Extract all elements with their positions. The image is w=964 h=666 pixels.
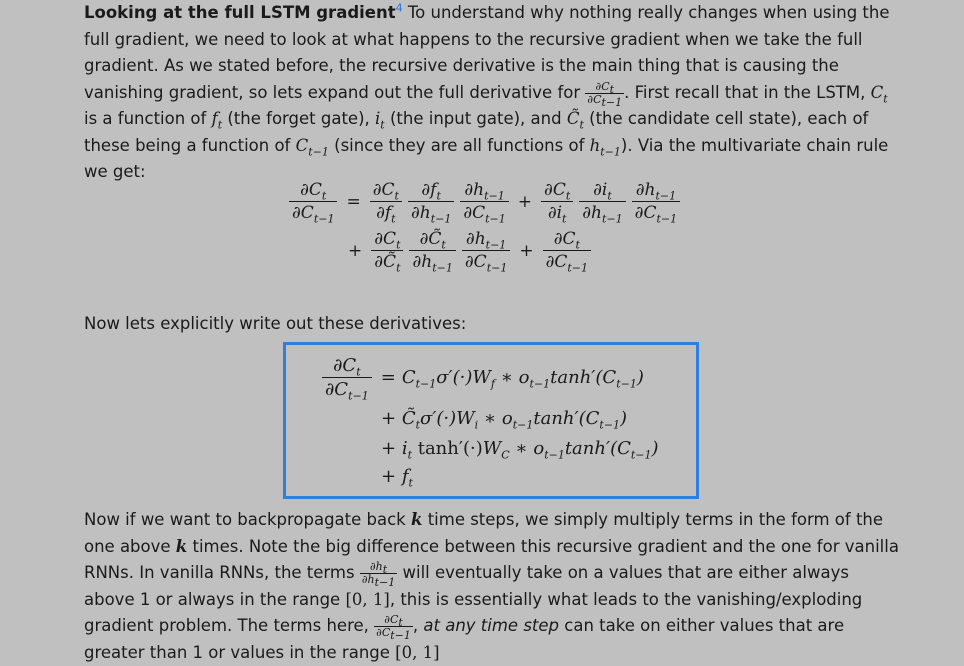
inline-fraction-dCt-dCt1-2: $\frac{\partial C_t}{\partial C_{t-1}}$ (376, 613, 411, 643)
p3-text-5: , this is essentially what leads to the vanishing/exploding gradient problem. The terms here, (84, 589, 863, 635)
p3-text-3: times. Note the big difference between this recursive gradient and the one for vanilla RNNs. In vanilla RNNs, the terms (84, 536, 899, 582)
inline-fraction-dCt-dCt1: $\frac{\partial C_t}{\partial C_{t-1}}$ (587, 79, 623, 109)
box-line-1: $\frac{\partial C_t}{\partial C_{t-1}}$ = $C_{t-1}\sigma'(\cdot)W_f$ ∗ $o_{t-1}\tanh'(C_{t-1})$ (319, 355, 644, 400)
p1-text-5: (the input gate), and (389, 109, 562, 128)
inline-fraction-dht-dht1: $\frac{\partial h_t}{\partial h_{t-1}}$ (361, 560, 396, 590)
article-body (84, 0, 904, 186)
footnote-link[interactable]: 4 (395, 1, 403, 15)
math-Ct-tilde: $C̃_t$ (566, 109, 584, 132)
chain-rule-equation (286, 180, 683, 275)
p3-text-1: Now if we want to backpropagate back (84, 510, 406, 529)
p3-text-6: , (412, 616, 419, 635)
p1-text-3: is a function of (84, 109, 207, 128)
box-line-3: + $i_t$ $\tanh'(\cdot)W_C$ ∗ $o_{t-1}\tanh'(C_{t-1})$ (381, 438, 659, 462)
math-Ct1: $C_{t-1}$ (295, 135, 329, 158)
p1-text-6: (the candidate cell state), each of these being a function of (84, 109, 869, 155)
math-range-2: [0, 1] (395, 642, 440, 662)
p1-text-1: To understand why nothing really changes when using the full gradient, we need to look at what happens to the recursive gradient when we take the full gradient. As we stated before, the recursive derivative is the main thing that is causing the vanishing gradient, so lets expand out the full derivative for (84, 3, 890, 102)
p3-text-7: at any time step (423, 616, 560, 635)
p3-text-8: can take on either values that are greater than 1 or values in the range (84, 616, 845, 662)
math-k-2: k (175, 536, 188, 556)
p1-text-2: . First recall that in the LSTM, (624, 82, 866, 102)
math-range-1: [0, 1] (345, 589, 390, 609)
section-heading: Looking at the full LSTM gradient (84, 3, 396, 22)
equation-row-1: $\frac{\partial C_t}{\partial C_{t-1}}$ = $\frac{\partial C_t}{\partial f_t}$ $\frac{\partial f_t}{\partial h_{t-1}}$ $\frac{\partial h_{t-1}}{\partial C_{t-1}}$ + $\frac{\partial C_t}{\partial i_t}$ $\frac{\partial i_t}{\partial h_{t-1}}$ $\frac{\partial h_{t-1}}{\partial C_{t-1}}$ (286, 180, 683, 223)
p1-text-4: (the forget gate), (227, 109, 370, 128)
math-k-1: k (411, 510, 423, 529)
p3-text-2: time steps, we simply multiply terms in the form of the one above (84, 510, 884, 556)
paragraph-3 (84, 507, 904, 666)
paragraph-1 (84, 0, 904, 186)
equation-row-2: + $\frac{\partial C_t}{\partial C̃_t}$ $\frac{\partial C̃_t}{\partial h_{t-1}}$ $\frac{\partial h_{t-1}}{\partial C_{t-1}}$ + $\frac{\partial C_t}{\partial C_{t-1}}$ (342, 229, 683, 272)
math-ft: $f_t$ (211, 109, 223, 132)
box-line-4: + $f_t$ (381, 466, 413, 490)
math-Ct: $C_t$ (870, 82, 888, 105)
math-ht1: $h_{t-1}$ (589, 135, 621, 158)
p3-text-4: will eventually take on a values that are either always above 1 or always in the range (84, 563, 849, 609)
p1-text-8: ). Via the multivariate chain rule we get: (84, 135, 889, 181)
highlighted-derivative-box (283, 342, 699, 499)
math-it: $i_t$ (375, 109, 385, 132)
p1-text-7: (since they are all functions of (334, 135, 585, 155)
paragraph-2: Now lets explicitly write out these derivatives: (84, 314, 467, 333)
box-line-2: + $C̃_t\sigma'(\cdot)W_i$ ∗ $o_{t-1}\tanh'(C_{t-1})$ (381, 408, 628, 432)
